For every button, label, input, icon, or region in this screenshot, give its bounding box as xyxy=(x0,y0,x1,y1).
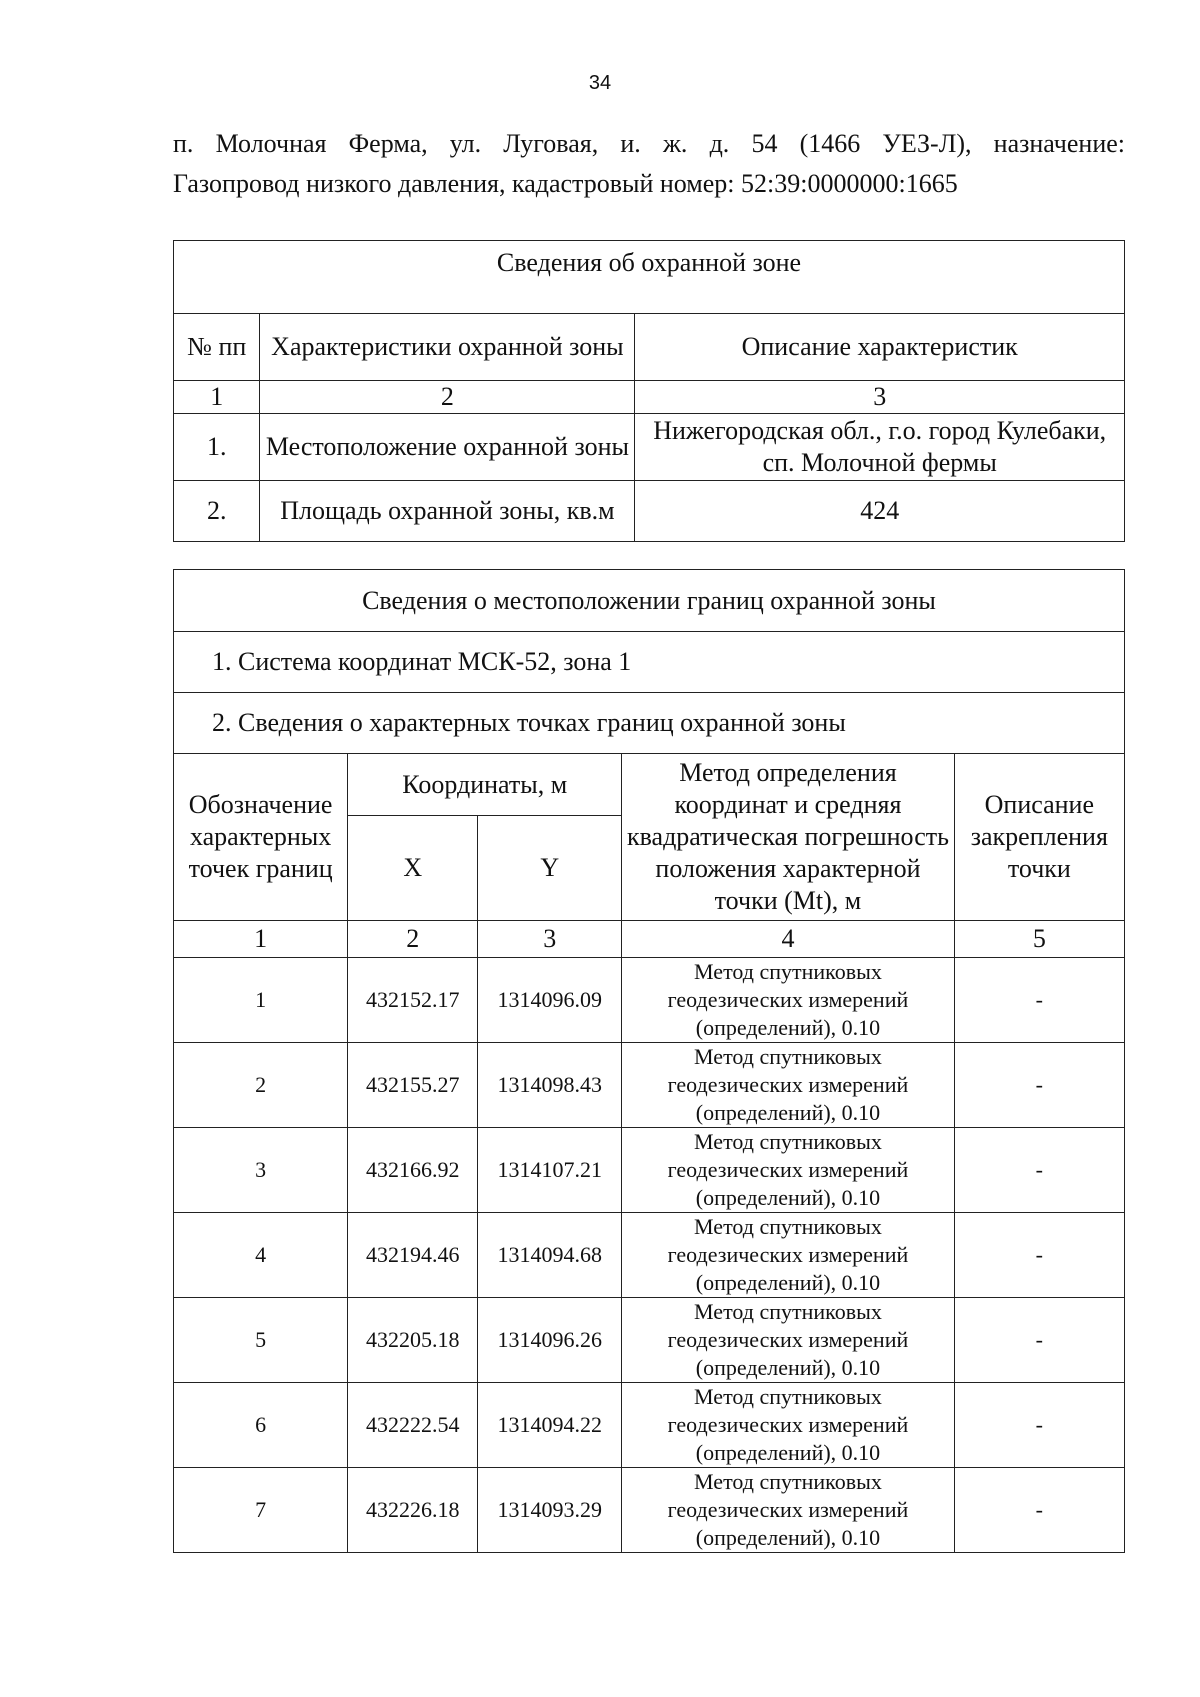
bounds-table-header xyxy=(174,754,1125,816)
point-y: 1314098.43 xyxy=(478,1043,622,1128)
header-y: Y xyxy=(478,816,622,921)
header-description: Описание характеристик xyxy=(635,314,1125,381)
bounds-table-col-numbers xyxy=(174,921,1125,958)
point-fixing: - xyxy=(954,958,1124,1043)
table-row xyxy=(174,1043,1125,1128)
col-number: 4 xyxy=(622,921,954,958)
point-x: 432155.27 xyxy=(348,1043,478,1128)
point-id: 1 xyxy=(174,958,348,1043)
header-fixing: Описание закрепления точки xyxy=(954,754,1124,921)
table-row xyxy=(174,958,1125,1043)
table-row xyxy=(174,481,1125,542)
header-method: Метод определения координат и средняя квадратическая погрешность положения характерной точки (Mt), м xyxy=(622,754,954,921)
point-y: 1314093.29 xyxy=(478,1468,622,1553)
zone-table-title: Сведения об охранной зоне xyxy=(174,241,1125,314)
table-row xyxy=(174,1128,1125,1213)
point-id: 2 xyxy=(174,1043,348,1128)
point-fixing: - xyxy=(954,1383,1124,1468)
col-number: 5 xyxy=(954,921,1124,958)
intro-line-2: Газопровод низкого давления, кадастровый номер: 52:39:0000000:1665 xyxy=(173,169,958,198)
page-number: 34 xyxy=(588,72,612,94)
col-number: 1 xyxy=(174,921,348,958)
point-id: 7 xyxy=(174,1468,348,1553)
point-fixing: - xyxy=(954,1128,1124,1213)
bounds-table-title: Сведения о местоположении границ охранной зоны xyxy=(174,570,1125,632)
intro-line-1: п. Молочная Ферма, ул. Луговая, и. ж. д. 54 (1466 УЕЗ-Л), назначение: xyxy=(173,129,1125,158)
col-number: 3 xyxy=(635,381,1125,414)
zone-table-col-numbers xyxy=(174,381,1125,414)
point-y: 1314096.26 xyxy=(478,1298,622,1383)
header-coords: Координаты, м xyxy=(348,754,622,816)
point-id: 4 xyxy=(174,1213,348,1298)
point-y: 1314096.09 xyxy=(478,958,622,1043)
row-description: 424 xyxy=(635,481,1125,542)
point-fixing: - xyxy=(954,1043,1124,1128)
point-method: Метод спутниковых геодезических измерений (определений), 0.10 xyxy=(622,958,954,1043)
point-method: Метод спутниковых геодезических измерений (определений), 0.10 xyxy=(622,1468,954,1553)
table-row xyxy=(174,1298,1125,1383)
point-fixing: - xyxy=(954,1213,1124,1298)
point-method: Метод спутниковых геодезических измерений (определений), 0.10 xyxy=(622,1128,954,1213)
point-x: 432205.18 xyxy=(348,1298,478,1383)
point-y: 1314094.68 xyxy=(478,1213,622,1298)
row-characteristic: Местоположение охранной зоны xyxy=(260,414,635,481)
header-num: № пп xyxy=(174,314,260,381)
point-id: 6 xyxy=(174,1383,348,1468)
point-method: Метод спутниковых геодезических измерений (определений), 0.10 xyxy=(622,1213,954,1298)
point-y: 1314107.21 xyxy=(478,1128,622,1213)
col-number: 3 xyxy=(478,921,622,958)
table-row xyxy=(174,1213,1125,1298)
point-x: 432166.92 xyxy=(348,1128,478,1213)
table-row xyxy=(174,414,1125,481)
col-number: 1 xyxy=(174,381,260,414)
point-fixing: - xyxy=(954,1468,1124,1553)
col-number: 2 xyxy=(348,921,478,958)
header-characteristic: Характеристики охранной зоны xyxy=(260,314,635,381)
points-section-title: 2. Сведения о характерных точках границ охранной зоны xyxy=(174,693,1125,754)
zone-info-table xyxy=(173,240,1125,542)
point-method: Метод спутниковых геодезических измерений (определений), 0.10 xyxy=(622,1383,954,1468)
table-row xyxy=(174,1468,1125,1553)
intro-paragraph xyxy=(173,124,1125,204)
point-method: Метод спутниковых геодезических измерений (определений), 0.10 xyxy=(622,1298,954,1383)
point-x: 432152.17 xyxy=(348,958,478,1043)
point-id: 5 xyxy=(174,1298,348,1383)
boundary-points-table xyxy=(173,569,1125,1553)
row-num: 1. xyxy=(174,414,260,481)
point-id: 3 xyxy=(174,1128,348,1213)
row-description: Нижегородская обл., г.о. город Кулебаки, сп. Молочной фермы xyxy=(635,414,1125,481)
point-x: 432226.18 xyxy=(348,1468,478,1553)
point-x: 432194.46 xyxy=(348,1213,478,1298)
point-y: 1314094.22 xyxy=(478,1383,622,1468)
row-characteristic: Площадь охранной зоны, кв.м xyxy=(260,481,635,542)
point-fixing: - xyxy=(954,1298,1124,1383)
point-x: 432222.54 xyxy=(348,1383,478,1468)
coord-system-label: 1. Система координат МСК-52, зона 1 xyxy=(174,632,1125,693)
header-x: X xyxy=(348,816,478,921)
table-row xyxy=(174,1383,1125,1468)
zone-table-header xyxy=(174,314,1125,381)
header-designation: Обозначение характерных точек границ xyxy=(174,754,348,921)
col-number: 2 xyxy=(260,381,635,414)
row-num: 2. xyxy=(174,481,260,542)
point-method: Метод спутниковых геодезических измерений (определений), 0.10 xyxy=(622,1043,954,1128)
